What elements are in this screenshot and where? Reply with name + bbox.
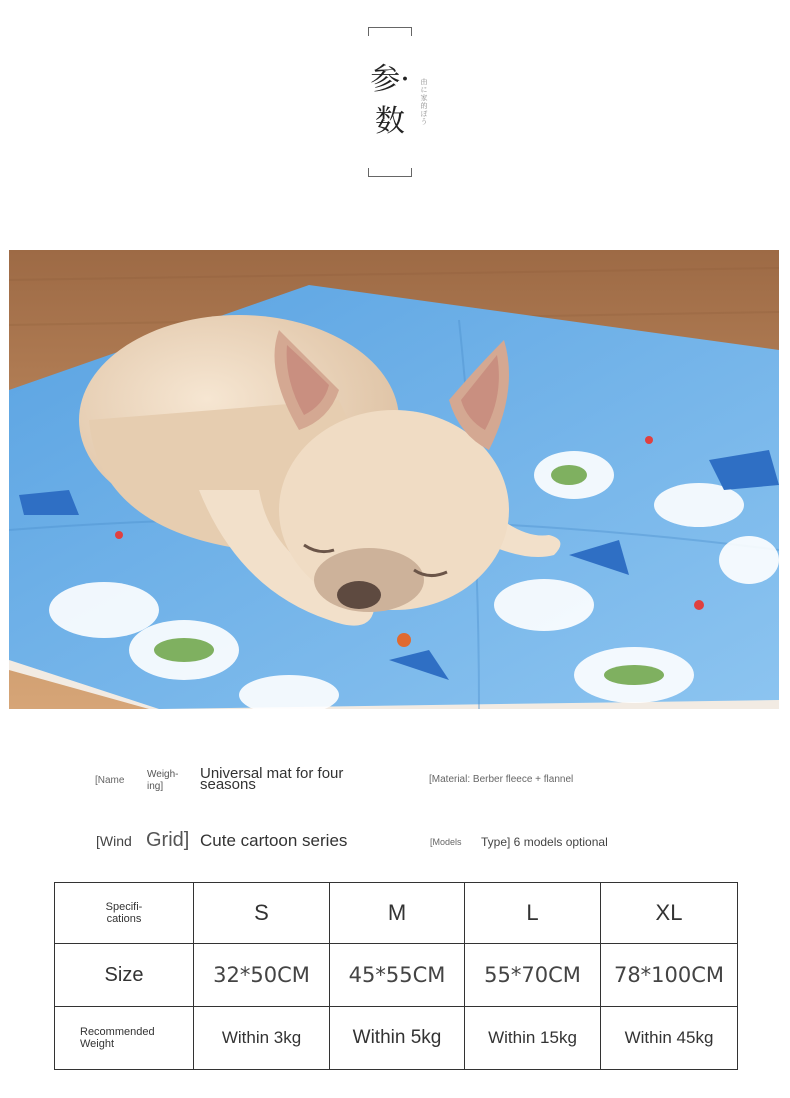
dimension-cell: [465, 944, 601, 1007]
heading-title: [368, 59, 412, 143]
weight-value: Within 45kg: [624, 1028, 714, 1047]
weight-cell: [194, 1007, 330, 1070]
table-corner-cell: [55, 883, 194, 944]
dimension-cell: [601, 944, 738, 1007]
weight-value: Within 3kg: [221, 1028, 302, 1047]
models-label: [Models: [430, 837, 462, 847]
name-sub-label: Weigh- ing]: [147, 769, 179, 792]
models-value: Type] 6 models optional: [481, 835, 608, 849]
size-label-cell: [55, 944, 194, 1007]
table-row: [55, 883, 738, 944]
dimension-value: 32*50CM: [213, 963, 310, 987]
wind-grid-label: Grid]: [146, 829, 190, 851]
name-value: Universal mat for four seasons: [200, 765, 344, 793]
heading-subtitle: 由に家的ぼう: [420, 78, 427, 126]
weight-label-cell: [55, 1007, 194, 1070]
spec-corner-label: Specifi- cations: [105, 901, 143, 925]
size-header-cell: [194, 883, 330, 944]
size-header-cell: [601, 883, 738, 944]
size-row-label: Size: [104, 963, 144, 986]
weight-value: Within 15kg: [488, 1028, 577, 1047]
weight-row-label: Recommended Weight: [80, 1026, 155, 1050]
dimension-value: 55*70CM: [484, 963, 581, 987]
table-row: [55, 944, 738, 1007]
section-heading: [368, 27, 412, 177]
heading-title-line1: 参·: [370, 62, 410, 97]
dimension-value: 45*55CM: [348, 963, 446, 987]
name-label: [Name: [95, 775, 125, 786]
wind-label: [Wind: [96, 833, 132, 849]
size-header-cell: [330, 883, 465, 944]
bracket-top: [368, 27, 412, 36]
size-header: L: [526, 900, 539, 925]
dimension-cell: [330, 944, 465, 1007]
table-row: [55, 1007, 738, 1070]
weight-cell: [465, 1007, 601, 1070]
material-value: [Material: Berber fleece + flannel: [429, 774, 574, 785]
size-header: S: [254, 900, 269, 925]
size-header: M: [387, 900, 407, 925]
size-header-cell: [465, 883, 601, 944]
size-header: XL: [655, 900, 683, 925]
spec-table: [54, 882, 738, 1070]
heading-title-line2: 数: [375, 104, 405, 139]
weight-value: Within 5kg: [352, 1027, 442, 1048]
product-photo: [9, 250, 779, 709]
weight-cell: [330, 1007, 465, 1070]
wind-value: Cute cartoon series: [200, 831, 348, 850]
weight-cell: [601, 1007, 738, 1070]
dimension-value: 78*100CM: [613, 963, 725, 987]
bracket-bottom: [368, 168, 412, 177]
dimension-cell: [194, 944, 330, 1007]
